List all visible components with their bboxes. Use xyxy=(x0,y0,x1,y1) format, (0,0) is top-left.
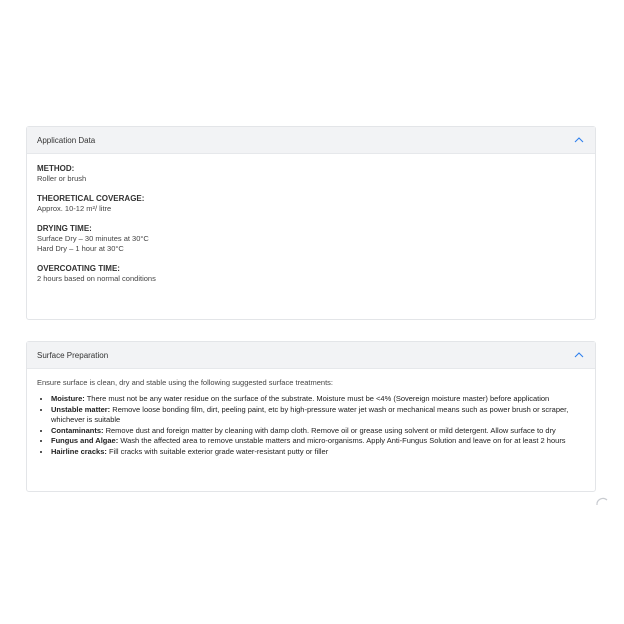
field-drying-time xyxy=(37,223,585,254)
treatment-text: Wash the affected area to remove unstable matters and micro-organisms. Apply Anti-Fungus Solution and leave on for at least 2 hours xyxy=(118,436,566,445)
treatment-text: Fill cracks with suitable exterior grade water-resistant putty or filler xyxy=(106,446,329,456)
surface-preparation-panel xyxy=(26,341,596,492)
field-label: DRYING TIME: xyxy=(37,224,92,233)
surface-preparation-header[interactable] xyxy=(27,342,595,369)
field-value: Approx. 10-12 m²/ litre xyxy=(37,204,112,213)
treatment-term: Contaminants: xyxy=(51,425,104,435)
field-value: Hard Dry – 1 hour at 30°C xyxy=(37,244,124,253)
field-label: THEORETICAL COVERAGE: xyxy=(37,194,145,203)
field-label: OVERCOATING TIME: xyxy=(37,264,120,273)
field-value: Roller or brush xyxy=(37,174,87,183)
surface-preparation-intro: Ensure surface is clean, dry and stable using the following suggested surface treatments: xyxy=(37,378,333,387)
treatment-term: Hairline cracks: xyxy=(51,446,107,456)
list-item xyxy=(51,447,585,458)
treatment-text: There must not be any water residue on the surface of the substrate. Moisture must be <4% (Sovereign moisture master) before application xyxy=(84,394,550,403)
chevron-up-icon[interactable] xyxy=(573,349,585,361)
application-data-header[interactable] xyxy=(27,127,595,154)
application-data-body xyxy=(27,154,595,294)
treatment-list xyxy=(37,394,585,457)
list-item xyxy=(51,426,585,437)
field-value: Surface Dry – 30 minutes at 30°C xyxy=(37,234,149,243)
application-data-title: Application Data xyxy=(37,135,96,145)
treatment-text: Remove loose bonding film, dirt, peeling paint, etc by high-pressure water jet wash or mechanical means such as power brush or scraper, whichever is suitable xyxy=(51,404,569,424)
list-item xyxy=(51,436,585,447)
chevron-up-icon[interactable] xyxy=(573,134,585,146)
spinner-icon xyxy=(595,497,609,511)
field-value: 2 hours based on normal conditions xyxy=(37,274,156,283)
treatment-text: Remove dust and foreign matter by cleaning with damp cloth. Remove oil or grease using solvent or mild detergent. Allow surface to dry xyxy=(103,425,556,435)
field-theoretical-coverage xyxy=(37,193,585,214)
application-data-panel xyxy=(26,126,596,320)
treatment-term: Unstable matter: xyxy=(51,404,111,414)
surface-preparation-body xyxy=(27,369,595,467)
treatment-term: Moisture: xyxy=(51,394,85,403)
list-item xyxy=(51,394,585,405)
field-method xyxy=(37,163,585,184)
field-label: METHOD: xyxy=(37,164,75,173)
field-overcoating-time xyxy=(37,263,585,284)
treatment-term: Fungus and Algae: xyxy=(51,436,119,445)
surface-preparation-title: Surface Preparation xyxy=(37,350,109,360)
list-item xyxy=(51,405,585,426)
